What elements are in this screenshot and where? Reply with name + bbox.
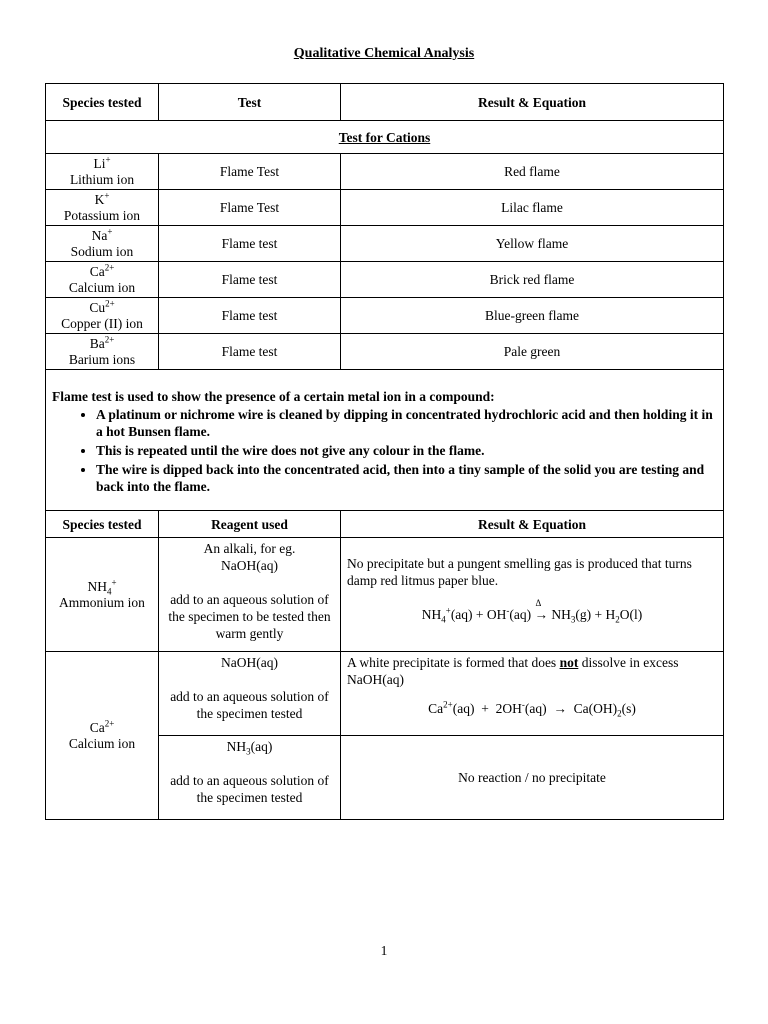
reagent-cell [159,538,341,652]
species-cell [46,226,159,262]
ion-name: Copper (II) ion [61,315,143,331]
species-cell [46,538,159,652]
section-row [46,121,724,154]
test-cell: Flame test [159,226,341,262]
ion-charge: 2+ [105,298,115,308]
calcium-naoh-row [46,652,724,736]
reagent-name: NaOH(aq) [221,558,278,573]
result-cell: Red flame [341,154,724,190]
table-row [46,262,724,298]
flame-test-notes [46,370,724,511]
result-cell: Pale green [341,334,724,370]
header-test: Test [159,84,341,121]
cation-test-table [45,83,724,511]
cation-table-header-row [46,84,724,121]
header-species-tested: Species tested [46,511,159,538]
test-cell: Flame Test [159,154,341,190]
result-cell [341,538,724,652]
reagent-test-table [45,510,724,820]
species-cell [46,298,159,334]
calcium-equation: $Ca^{2+}(aq) + 2OH^-(aq) \to Ca(OH)_2(s)$ [428,699,636,719]
ion-symbol: Ca [89,263,105,279]
ion-name: Sodium ion [70,243,134,259]
ion-name: Calcium ion [68,735,136,751]
page-number: 1 [380,943,388,958]
reagent-table-header-row [46,511,724,538]
ion-name: Lithium ion [69,171,135,187]
document-title: Qualitative Chemical Analysis [293,46,475,61]
header-species-tested: Species tested [46,84,159,121]
notes-bullet: • The wire is dipped back into the concentrated acid, then into a tiny sample of the solid you are testing and back into the flame. [96,461,715,495]
ion-charge: 2+ [104,262,115,272]
ion-name: Ammonium ion [59,594,145,610]
ion-name: Barium ions [68,351,136,367]
ion-charge: + [104,190,110,200]
species-cell [46,652,159,820]
ion-name: Potassium ion [63,207,141,223]
table-row [46,154,724,190]
ion-charge: + [111,577,117,587]
ion-symbol: K [94,191,105,207]
ion-symbol: Na [91,227,108,243]
table-row [46,334,724,370]
species-cell [46,262,159,298]
ion-symbol: NH [87,578,107,594]
flame-test-notes-row [46,370,724,511]
notes-bullet: • This is repeated until the wire does not give any colour in the flame. [96,442,715,459]
ion-charge: + [107,226,113,236]
ammonium-equation: $NH_4^+(aq) + OH^-(aq)$ Δ → $NH_3(g) + H_2O(l)$ [421,598,643,625]
species-cell [46,190,159,226]
test-cell: Flame Test [159,190,341,226]
ion-symbol: Ba [89,335,105,351]
reagent-cell [159,736,341,820]
reagent-instruction: add to an aqueous solution of the specimen to be tested then warm gently [168,592,331,641]
ion-symbol: Cu [89,299,106,315]
ion-charge: + [105,154,111,164]
ion-symbol: Li [93,155,106,171]
result-text: A white precipitate is formed that does not dissolve in excess NaOH(aq) [347,655,679,687]
notes-intro: Flame test is used to show the presence of a certain metal ion in a compound: [52,389,495,404]
result-cell: No reaction / no precipitate [341,736,724,820]
reagent-cell [159,652,341,736]
ion-subscript: 4 [106,586,112,597]
test-cell: Flame test [159,298,341,334]
header-reagent-used: Reagent used [159,511,341,538]
ion-name: Calcium ion [68,279,136,295]
heat-arrow: Δ → [534,598,549,622]
notes-list [52,406,715,495]
reagent-line: An alkali, for eg. [203,541,296,556]
reagent-instruction: add to an aqueous solution of the specimen tested [170,773,329,805]
result-cell: Yellow flame [341,226,724,262]
species-cell [46,154,159,190]
reagent-name: $NH_3(aq)$ [226,739,273,757]
table-row [46,298,724,334]
result-text: No precipitate but a pungent smelling gas is produced that turns damp red litmus paper blue. [347,556,692,588]
ion-symbol: Ca [89,719,105,735]
ammonium-row [46,538,724,652]
ion-charge: 2+ [104,718,115,728]
test-cell: Flame test [159,334,341,370]
ion-charge: 2+ [104,334,115,344]
result-cell: Brick red flame [341,262,724,298]
header-result-equation: Result & Equation [341,84,724,121]
reagent-instruction: add to an aqueous solution of the specimen tested [170,689,329,721]
reagent-name: NaOH(aq) [221,655,278,670]
table-row [46,190,724,226]
species-cell [46,334,159,370]
result-cell: Blue-green flame [341,298,724,334]
section-title: Test for Cations [338,129,431,145]
test-cell: Flame test [159,262,341,298]
result-cell: Lilac flame [341,190,724,226]
table-row [46,226,724,262]
header-result-equation: Result & Equation [341,511,724,538]
result-cell [341,652,724,736]
notes-bullet: • A platinum or nichrome wire is cleaned by dipping in concentrated hydrochloric acid and then holding it in a hot Bunsen flame. [96,406,715,440]
